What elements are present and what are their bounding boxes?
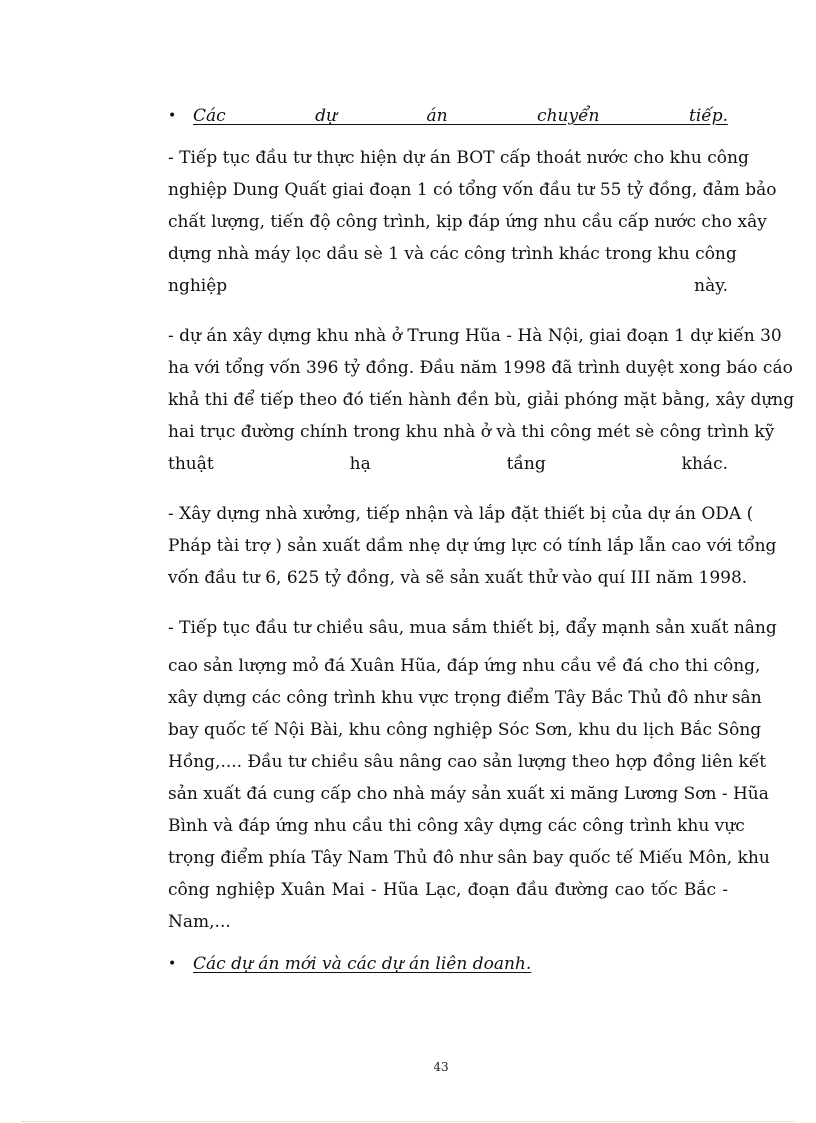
paragraph-xuan-hoa-quarry <box>168 612 777 938</box>
page-bottom-divider <box>22 1121 794 1122</box>
text-line: ha với tổng vốn 396 tỷ đồng. Đầu năm 1998 đã trình duyệt xong báo cáo <box>168 358 793 378</box>
paragraph-oda-factory <box>168 498 777 594</box>
text-line: Nam,... <box>168 912 231 932</box>
page-content <box>168 104 795 976</box>
text-line: - Xây dựng nhà xưởng, tiếp nhận và lắp đặt thiết bị của dự án ODA ( <box>168 504 754 524</box>
text-line: công nghiệp Xuân Mai - Hũa Lạc, đoạn đầu đường cao tốc Bắc - <box>168 880 728 900</box>
text-line: nghiệp này. <box>168 276 728 296</box>
text-line: vốn đầu tư 6, 625 tỷ đồng, và sẽ sản xuất thử vào quí III năm 1998. <box>168 568 748 588</box>
section-heading-continuing-projects <box>168 104 728 128</box>
paragraph-trung-hoa-housing <box>168 320 795 480</box>
text-line: Pháp tài trợ ) sản xuất dầm nhẹ dự ứng lực có tính lắp lẫn cao với tổng <box>168 536 777 556</box>
text-line: Hồng,.... Đầu tư chiều sâu nâng cao sản lượng theo hợp đồng liên kết <box>168 752 767 772</box>
text-line: nghiệp Dung Quất giai đoạn 1 có tổng vốn đầu tư 55 tỷ đồng, đảm bảo <box>168 180 777 200</box>
page-number: 43 <box>433 1060 449 1074</box>
text-line: - Tiếp tục đầu tư chiều sâu, mua sắm thiết bị, đẩy mạnh sản xuất nâng <box>168 618 777 638</box>
paragraph-bot-water-project <box>168 142 777 302</box>
heading-new-projects-text: Các dự án mới và các dự án liên doanh. <box>193 954 532 974</box>
text-line: cao sản lượng mỏ đá Xuân Hũa, đáp ứng nhu cầu về đá cho thi công, <box>168 656 761 676</box>
section-heading-new-projects <box>168 952 728 976</box>
bullet-icon: • <box>168 956 177 972</box>
text-line: trọng điểm phía Tây Nam Thủ đô như sân bay quốc tế Miếu Môn, khu <box>168 848 770 868</box>
text-line: chất lượng, tiến độ công trình, kịp đáp ứng nhu cầu cấp nước cho xây <box>168 212 767 232</box>
text-line: dựng nhà máy lọc dầu sè 1 và các công trình khác trong khu công <box>168 244 737 264</box>
text-line: - Tiếp tục đầu tư thực hiện dự án BOT cấp thoát nước cho khu công <box>168 148 749 168</box>
text-line: xây dựng các công trình khu vực trọng điểm Tây Bắc Thủ đô như sân <box>168 688 762 708</box>
text-line: Bình và đáp ứng nhu cầu thi công xây dựng các công trình khu vực <box>168 816 745 836</box>
text-line: sản xuất đá cung cấp cho nhà máy sản xuất xi măng Lương Sơn - Hũa <box>168 784 769 804</box>
heading-continuing-projects-text: Các dự án chuyển tiếp. <box>193 106 728 126</box>
text-line: bay quốc tế Nội Bài, khu công nghiệp Sóc Sơn, khu du lịch Bắc Sông <box>168 720 762 740</box>
text-line: khả thi để tiếp theo đó tiến hành đền bù, giải phóng mặt bằng, xây dựng <box>168 390 795 410</box>
text-line: thuật hạ tầng khác. <box>168 454 728 474</box>
text-line: - dự án xây dựng khu nhà ở Trung Hũa - Hà Nội, giai đoạn 1 dự kiến 30 <box>168 326 782 346</box>
bullet-icon: • <box>168 108 177 124</box>
text-line: hai trục đường chính trong khu nhà ở và thi công mét sè công trình kỹ <box>168 422 775 442</box>
